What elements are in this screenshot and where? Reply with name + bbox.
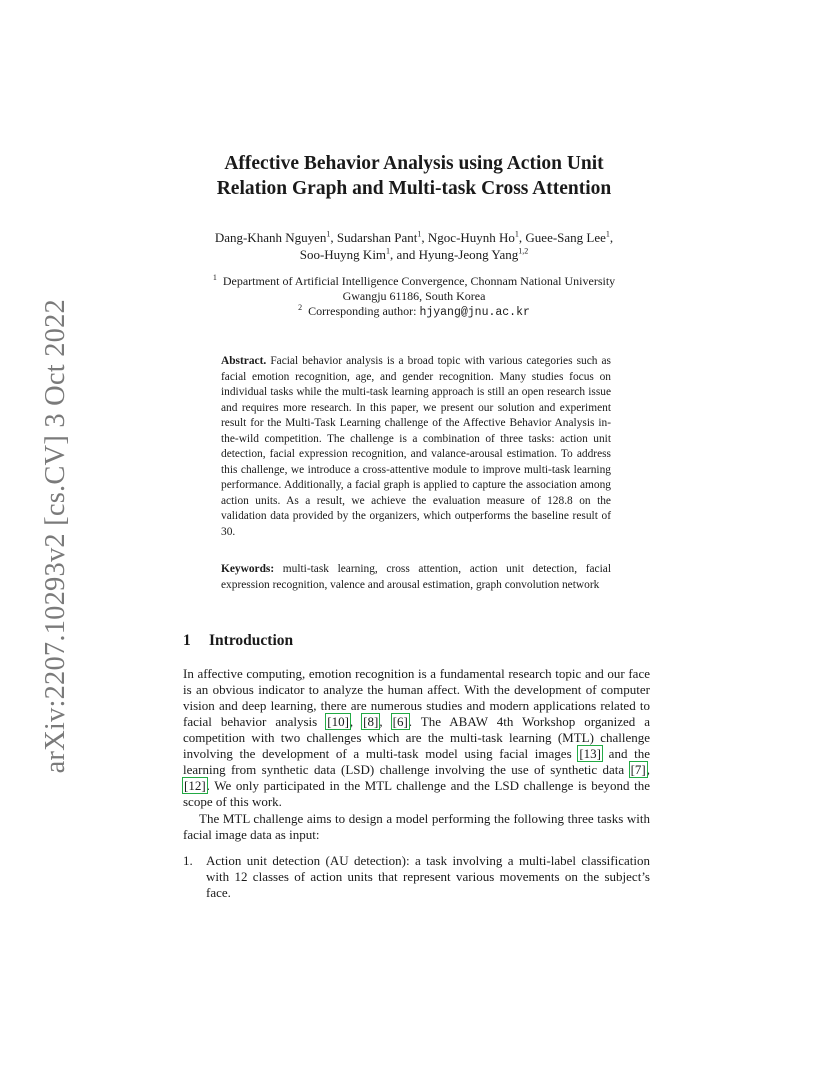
paragraph-text: In affective computing, emotion recognition is a fundamental research topic and our face is an obvious indicator to analyze the human affect. With the development of computer vision and deep learning, there are numerous studies and modern applications related to facial behavior analysis — [183, 666, 650, 729]
affiliation-superscript: 1 — [514, 229, 519, 239]
affiliation-superscript: 1,2 — [518, 246, 529, 256]
corresponding-author-label: Corresponding author: — [308, 304, 417, 318]
paragraph-text: . We only participated in the MTL challenge and the LSD challenge is beyond the scope of this work. — [183, 778, 650, 809]
corresponding-author-email[interactable]: hjyang@jnu.ac.kr — [419, 306, 530, 319]
abstract-label: Abstract. — [221, 355, 267, 367]
keywords — [221, 562, 611, 593]
author-name: Dang-Khanh Nguyen — [214, 230, 327, 245]
author-name: Soo-Huyng Kim — [299, 247, 387, 262]
author-name: Guee-Sang Lee — [525, 230, 606, 245]
affiliation-mark: 2 — [298, 303, 303, 312]
author-name: Ngoc-Huynh Ho — [427, 230, 515, 245]
affiliation-department: Department of Artificial Intelligence Convergence, Chonnam National University — [222, 274, 616, 288]
paragraph-text: and the learning from synthetic data (LSD) challenge involving the use of synthetic data — [183, 746, 651, 777]
citation-link[interactable]: [12] — [184, 778, 206, 793]
citation-link[interactable]: [8] — [363, 714, 379, 729]
affiliation-superscript: 1 — [417, 229, 422, 239]
paper-title-line-2: Relation Graph and Multi-task Cross Attention — [216, 178, 612, 199]
keywords-label: Keywords: — [221, 563, 275, 575]
citation-link[interactable]: [10] — [327, 714, 349, 729]
author-name: and Hyung-Jeong Yang — [396, 247, 519, 262]
paper-title-line-1: Affective Behavior Analysis using Action Unit — [224, 153, 604, 174]
author-name: Sudarshan Pant — [336, 230, 418, 245]
paragraph-text: . The ABAW 4th Workshop organized a competition with two challenges which are the multi-task learning (MTL) challenge involving the development of a multi-task model using facial images — [183, 714, 651, 761]
affiliation-mark: 1 — [212, 273, 217, 282]
separator: , — [349, 714, 363, 729]
citation-link[interactable]: [13] — [579, 746, 601, 761]
introduction-paragraph-1 — [183, 666, 650, 810]
affiliation-superscript: 1 — [605, 229, 610, 239]
affiliation-superscript: 1 — [326, 229, 331, 239]
task-list — [183, 853, 650, 901]
section-heading-introduction — [183, 632, 293, 650]
separator: , — [379, 714, 392, 729]
affiliation-block — [150, 274, 678, 320]
paper-title — [140, 151, 688, 201]
list-item — [183, 853, 650, 901]
separator: , — [646, 762, 650, 777]
section-number: 1 — [183, 632, 191, 649]
citation-link[interactable]: [6] — [392, 714, 408, 729]
section-title: Introduction — [209, 632, 294, 649]
abstract-text: Facial behavior analysis is a broad topic with various categories such as facial emotion recognition, age, and gender recognition. Many studies focus on individual tasks while the multi-task learning approach is still an open research issue and requires more research. In this paper, we present our solution and experiment result for the Multi-Task Learning challenge of the Affective Behavior Analysis in-the-wild competition. The challenge is a combination of three tasks: action unit detection, facial expression recognition, and valance-arousal estimation. To address this challenge, we introduce a cross-attentive module to improve multi-task learning performance. Additionally, a facial graph is applied to capture the association among action units. As a result, we achieve the evaluation measure of 128.8 on the validation data provided by the organizers, which outperforms the baseline result of 30. — [221, 355, 611, 538]
arxiv-identifier-text: arXiv:2207.10293v2 [cs.CV] 3 Oct 2022 — [40, 299, 71, 774]
affiliation-superscript: 1 — [386, 246, 391, 256]
list-item-text: Action unit detection (AU detection): a task involving a multi-label classification with 12 classes of action units that represent various movements on the subject’s face. — [206, 853, 650, 900]
author-list: Dang-Khanh Nguyen$^1$, Sudarshan Pant$^1$, Ngoc-Huynh Ho$^1$, Guee-Sang Lee$^1$, Soo-Huyng Kim$^1$, and Hyung-Jeong Yang$^{1,2}$ — [214, 229, 614, 262]
citation-link[interactable]: [7] — [630, 762, 646, 777]
abstract — [221, 354, 611, 540]
affiliation-location: Gwangju 61186, South Korea — [342, 289, 486, 303]
list-item-marker: 1. — [183, 853, 193, 868]
introduction-paragraph-2: The MTL challenge aims to design a model performing the following three tasks with facial image data as input: — [183, 811, 650, 842]
keywords-text: multi-task learning, cross attention, action unit detection, facial expression recognition, valence and arousal estimation, graph convolution network — [221, 563, 611, 591]
